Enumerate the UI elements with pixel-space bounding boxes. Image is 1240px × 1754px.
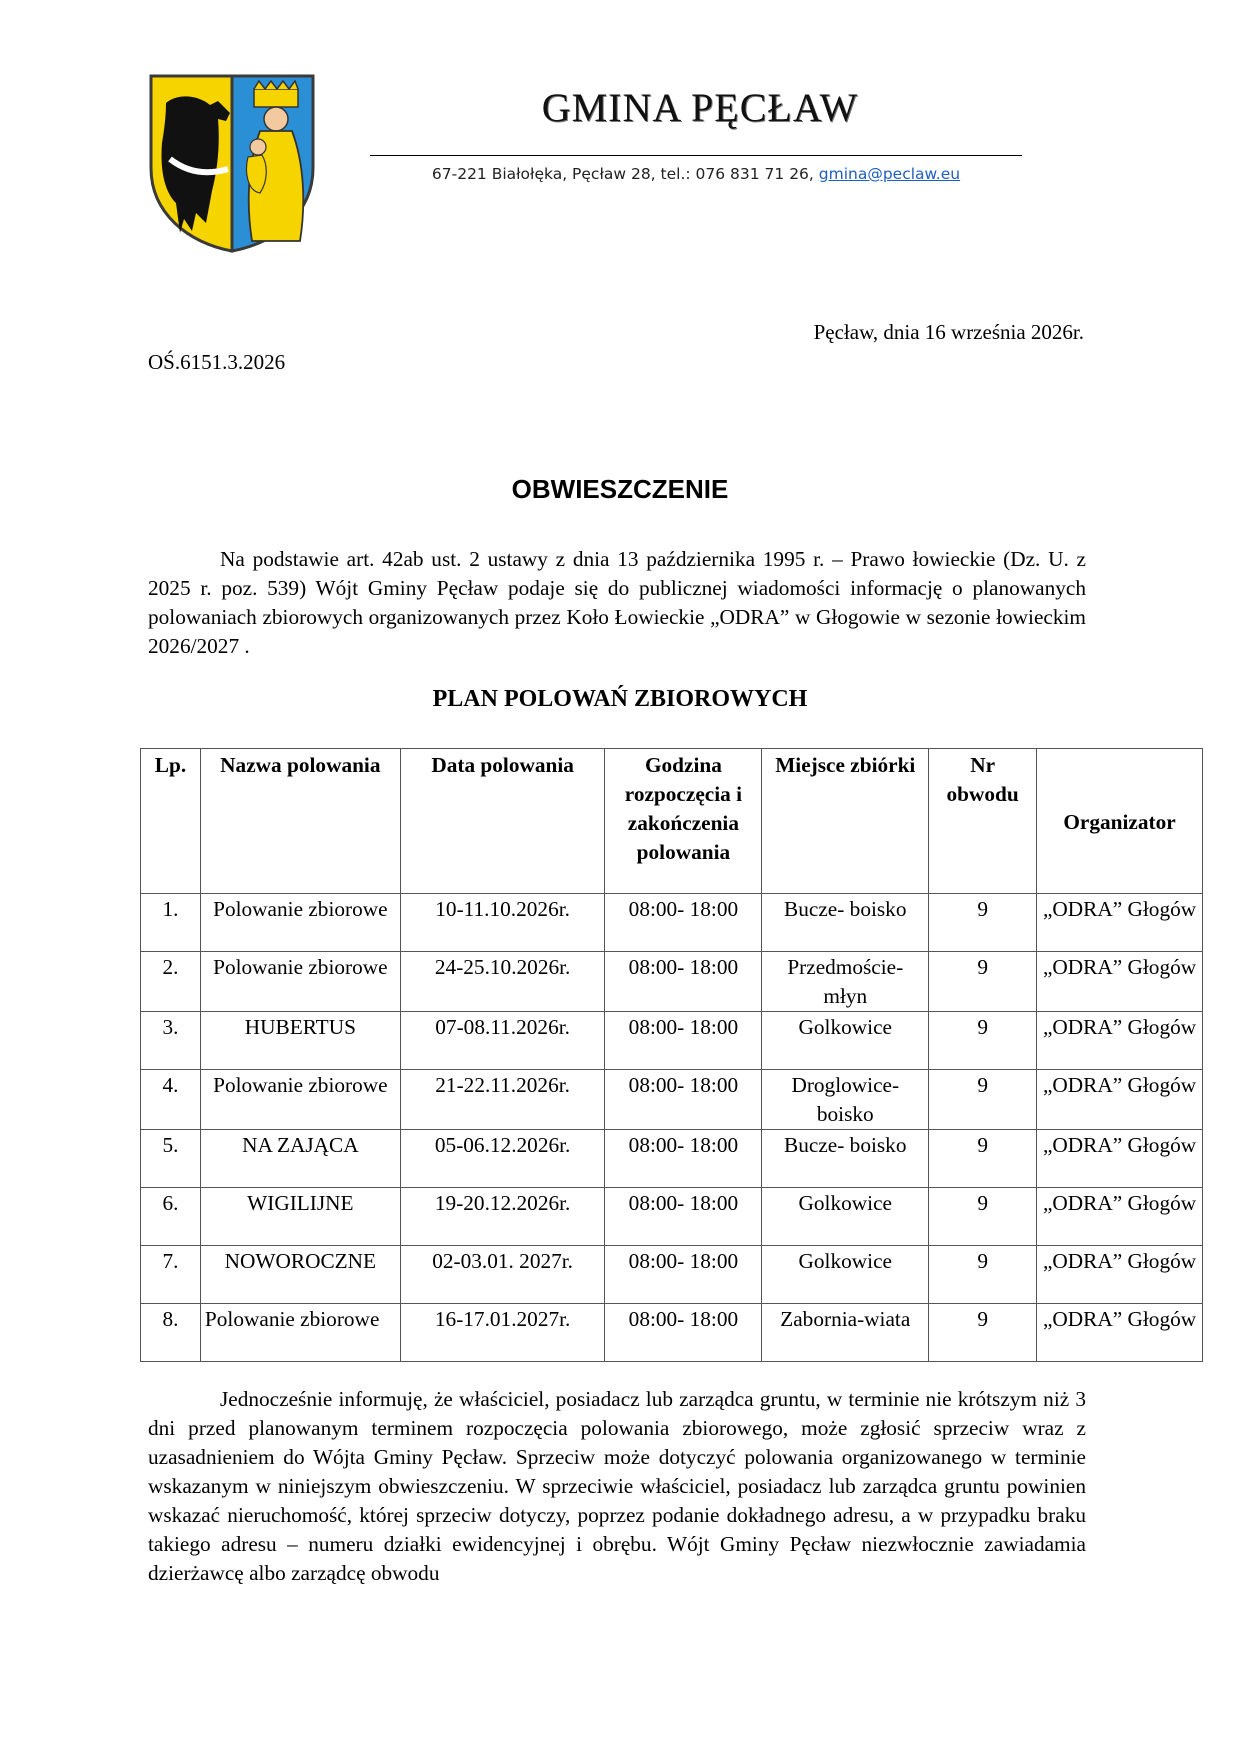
cell-lp: 6. [141,1188,201,1246]
cell-lp: 1. [141,894,201,952]
cell-name: HUBERTUS [200,1012,400,1070]
cell-hours: 08:00- 18:00 [605,1012,762,1070]
cell-name: Polowanie zbiorowe [200,1304,400,1362]
table-row [141,1188,1203,1246]
cell-name: NA ZAJĄCA [200,1130,400,1188]
cell-lp: 7. [141,1246,201,1304]
cell-lp: 5. [141,1130,201,1188]
address-line [370,165,1022,183]
address-text: 67-221 Białołęka, Pęcław 28, tel.: 076 831 71 26, [431,165,819,183]
cell-hours: 08:00- 18:00 [605,1070,762,1130]
column-header-date: Data polowania [400,749,605,894]
cell-hours: 08:00- 18:00 [605,1246,762,1304]
cell-district: 9 [929,1246,1037,1304]
cell-date: 16-17.01.2027r. [400,1304,605,1362]
cell-district: 9 [929,894,1037,952]
cell-district: 9 [929,952,1037,1012]
column-header-hours: Godzina rozpoczęcia i zakończenia polowania [605,749,762,894]
cell-name: WIGILIJNE [200,1188,400,1246]
cell-date: 02-03.01. 2027r. [400,1246,605,1304]
cell-organizer: „ODRA” Głogów [1037,952,1203,1012]
cell-organizer: „ODRA” Głogów [1037,894,1203,952]
table-row [141,952,1203,1012]
cell-place: Golkowice [762,1246,929,1304]
cell-date: 21-22.11.2026r. [400,1070,605,1130]
cell-district: 9 [929,1188,1037,1246]
cell-organizer: „ODRA” Głogów [1037,1130,1203,1188]
page-title: GMINA PĘCŁAW [541,85,859,130]
cell-place: Golkowice [762,1012,929,1070]
cell-date: 10-11.10.2026r. [400,894,605,952]
intro-paragraph: Na podstawie art. 42ab ust. 2 ustawy z dnia 13 października 1995 r. – Prawo łowieckie (Dz. U. z 2025 r. poz. 539) Wójt Gminy Pęcław podaje się do publicznej wiadomości informację o planowanych polowaniach zbiorowych organizowanych przez Koło Łowieckie „ODRA” w Głogowie w sezonie łowieckim 2026/2027 . [148,547,1086,658]
table-row [141,894,1203,952]
cell-organizer: „ODRA” Głogów [1037,1304,1203,1362]
table-row [141,1130,1203,1188]
cell-organizer: „ODRA” Głogów [1037,1070,1203,1130]
objection-paragraph: Jednocześnie informuję, że właściciel, posiadacz lub zarządca gruntu, w terminie nie krótszym niż 3 dni przed planowanym terminem rozpoczęcia polowania zbiorowego, może zgłosić sprzeciw wraz z uzasadnieniem do Wójta Gminy Pęcław. Sprzeciw może dotyczyć polowania organizowanego w terminie wskazanym w niniejszym obwieszczeniu. W sprzeciwie właściciel, posiadacz lub zarządca gruntu powinien wskazać nieruchomość, której sprzeciw dotyczy, poprzez podanie dokładnego adresu, a w przypadku braku takiego adresu – numeru działki ewidencyjnej i obrębu. Wójt Gminy Pęcław niezwłocznie zawiadamia dzierżawcę albo zarządcę obwodu [148,1387,1086,1585]
column-header-place: Miejsce zbiórki [762,749,929,894]
cell-lp: 8. [141,1304,201,1362]
cell-name: Polowanie zbiorowe [200,952,400,1012]
cell-hours: 08:00- 18:00 [605,1130,762,1188]
document-date: Pęcław, dnia 16 września 2026r. [813,320,1084,344]
coat-of-arms-emblem [148,73,316,255]
cell-hours: 08:00- 18:00 [605,1304,762,1362]
column-header-lp: Lp. [141,749,201,894]
cell-lp: 3. [141,1012,201,1070]
cell-name: Polowanie zbiorowe [200,894,400,952]
table-row [141,1246,1203,1304]
cell-date: 07-08.11.2026r. [400,1012,605,1070]
column-header-organizer: Organizator [1037,749,1203,894]
cell-district: 9 [929,1130,1037,1188]
cell-district: 9 [929,1012,1037,1070]
cell-organizer: „ODRA” Głogów [1037,1188,1203,1246]
cell-name: Polowanie zbiorowe [200,1070,400,1130]
cell-date: 24-25.10.2026r. [400,952,605,1012]
cell-place: Przedmoście-młyn [762,952,929,1012]
plan-title: PLAN POLOWAŃ ZBIOROWYCH [432,686,808,712]
column-header-district: Nr obwodu [929,749,1037,894]
cell-date: 19-20.12.2026r. [400,1188,605,1246]
cell-lp: 2. [141,952,201,1012]
email-link[interactable]: gmina@peclaw.eu [818,165,961,183]
header-divider [370,155,1022,156]
cell-place: Bucze- boisko [762,894,929,952]
table-row [141,1012,1203,1070]
cell-hours: 08:00- 18:00 [605,894,762,952]
cell-place: Golkowice [762,1188,929,1246]
cell-place: Droglowice-boisko [762,1070,929,1130]
cell-date: 05-06.12.2026r. [400,1130,605,1188]
cell-name: NOWOROCZNE [200,1246,400,1304]
reference-number: OŚ.6151.3.2026 [148,350,286,374]
table-header-row [141,749,1203,894]
cell-organizer: „ODRA” Głogów [1037,1246,1203,1304]
column-header-name: Nazwa polowania [200,749,400,894]
cell-district: 9 [929,1070,1037,1130]
cell-place: Bucze- boisko [762,1130,929,1188]
cell-district: 9 [929,1304,1037,1362]
table-row [141,1070,1203,1130]
cell-hours: 08:00- 18:00 [605,1188,762,1246]
table-row [141,1304,1203,1362]
cell-hours: 08:00- 18:00 [605,952,762,1012]
hunting-plan-table [140,748,1203,1362]
cell-place: Zabornia-wiata [762,1304,929,1362]
notice-heading: OBWIESZCZENIE [511,474,729,504]
cell-organizer: „ODRA” Głogów [1037,1012,1203,1070]
cell-lp: 4. [141,1070,201,1130]
